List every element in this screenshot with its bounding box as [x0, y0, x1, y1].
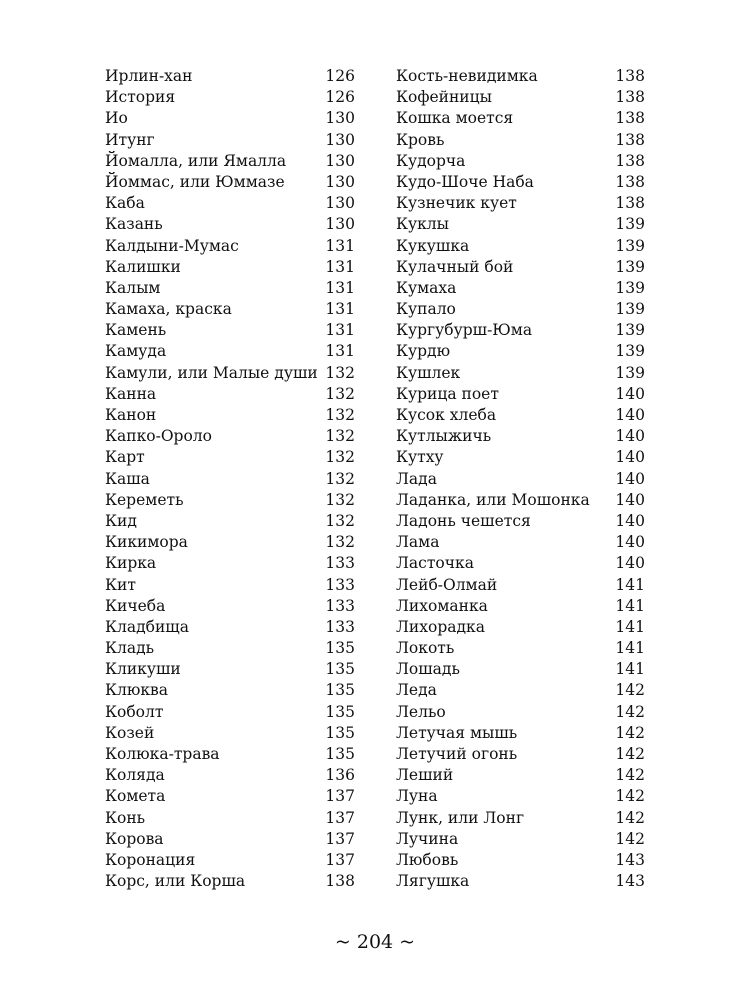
index-entry-page: 140: [615, 406, 645, 424]
index-entry-page: 142: [615, 766, 645, 785]
index-entry-term: Коболт: [105, 702, 164, 721]
index-entry-term: Кид: [105, 511, 137, 530]
index-entry-term: Кукушка: [396, 236, 470, 255]
index-entry: [396, 363, 645, 384]
index-entry-term: Кликуши: [105, 660, 181, 679]
index-entry: [396, 257, 645, 278]
index-entry-term: Лихорадка: [396, 617, 485, 636]
index-entry-term: Кусок хлеба: [396, 406, 497, 424]
index-entry: [105, 108, 355, 129]
index-entry-term: Комета: [105, 787, 166, 806]
index-entry-term: Йомалла, или Ямалла: [105, 151, 287, 170]
index-entry: [105, 511, 355, 532]
index-entry: [105, 66, 355, 87]
index-entry-page: 141: [615, 596, 645, 615]
index-entry: [396, 532, 645, 553]
index-entry: [105, 553, 355, 574]
index-entry-term: Куклы: [396, 215, 449, 234]
index-entry-term: Кургубурш-Юма: [396, 321, 533, 340]
index-entry-term: Ласточка: [396, 554, 474, 573]
index-entry-page: 130: [325, 151, 355, 170]
index-entry-page: 139: [615, 257, 645, 276]
index-entry: [396, 405, 645, 426]
index-entry-page: 130: [325, 109, 355, 128]
index-entry: [396, 765, 645, 786]
index-entry-term: Леда: [396, 681, 437, 700]
index-entry: [396, 87, 645, 108]
index-entry: [105, 744, 355, 765]
index-entry: [396, 786, 645, 807]
index-entry-term: Конь: [105, 808, 146, 827]
index-entry: [105, 320, 355, 341]
index-entry-term: Итунг: [105, 130, 155, 149]
index-entry-page: 139: [615, 363, 645, 382]
index-entry-term: Клюква: [105, 681, 168, 700]
index-entry-term: Курица поет: [396, 384, 499, 403]
index-entry: [105, 596, 355, 617]
index-entry: [105, 172, 355, 193]
index-entry: [396, 702, 645, 723]
index-entry-term: Купало: [396, 300, 456, 319]
index-entry-term: Канон: [105, 406, 157, 424]
index-entry: [396, 214, 645, 235]
index-entry: [396, 108, 645, 129]
index-entry-page: 138: [615, 67, 645, 85]
index-entry: [396, 172, 645, 193]
index-entry: [396, 638, 645, 659]
index-entry: [105, 659, 355, 680]
index-entry-term: Камень: [105, 321, 167, 340]
index-entry: [105, 680, 355, 701]
index-entry-term: Каша: [105, 469, 150, 488]
index-entry-page: 142: [615, 702, 645, 721]
index-entry-term: Лада: [396, 469, 437, 488]
index-entry-page: 138: [615, 88, 645, 107]
index-entry: [105, 193, 355, 214]
index-entry: [396, 469, 645, 490]
index-entry-term: Кость-невидимка: [396, 67, 538, 85]
index-entry-term: Коронация: [105, 850, 196, 869]
index-entry-page: 140: [615, 554, 645, 573]
index-entry-term: Луна: [396, 787, 438, 806]
index-entry-page: 132: [325, 448, 355, 467]
index-entry: [396, 341, 645, 362]
index-entry-page: 140: [615, 384, 645, 403]
index-entry-page: 142: [615, 681, 645, 700]
index-entry-term: Камаха, краска: [105, 300, 232, 319]
index-entry: [396, 850, 645, 871]
index-entry-term: Каба: [105, 194, 145, 213]
index-entry-page: 137: [325, 829, 355, 848]
index-entry-term: Лихоманка: [396, 596, 488, 615]
index-entry: [105, 236, 355, 257]
index-entry: [105, 850, 355, 871]
index-entry-term: Кошка моется: [396, 109, 514, 128]
index-entry: [105, 278, 355, 299]
index-entry-term: Лама: [396, 533, 440, 552]
index-entry: [396, 490, 645, 511]
index-entry-term: Кузнечик кует: [396, 194, 517, 213]
index-entry-term: Леший: [396, 766, 454, 785]
index-entry: [105, 532, 355, 553]
index-entry: [105, 808, 355, 829]
index-entry-term: Кулачный бой: [396, 257, 514, 276]
index-entry-term: Кутлыжичь: [396, 427, 492, 446]
index-entry-page: 140: [615, 427, 645, 446]
index-entry-term: Канна: [105, 384, 157, 403]
index-entry: [396, 744, 645, 765]
index-entry-page: 141: [615, 575, 645, 594]
index-entry: [396, 871, 645, 892]
index-entry-page: 142: [615, 745, 645, 763]
index-entry-page: 131: [325, 321, 355, 340]
index-entry: [105, 384, 355, 405]
index-entry-term: Кутху: [396, 448, 444, 467]
index-entry-page: 139: [615, 321, 645, 340]
index-column-right: [396, 66, 645, 892]
index-entry: [396, 617, 645, 638]
index-entry: [396, 553, 645, 574]
index-entry: [105, 871, 355, 892]
index-entry: [396, 829, 645, 850]
index-entry-term: Ио: [105, 109, 128, 128]
index-entry-term: Капко-Ороло: [105, 427, 212, 446]
index-entry-page: 139: [615, 300, 645, 319]
index-entry-page: 137: [325, 850, 355, 869]
index-entry-page: 142: [615, 829, 645, 848]
index-entry-page: 138: [615, 172, 645, 191]
index-entry-term: Кудорча: [396, 151, 466, 170]
index-entry: [396, 808, 645, 829]
index-entry-page: 133: [325, 554, 355, 573]
index-entry-page: 132: [325, 511, 355, 530]
index-entry-page: 132: [325, 363, 355, 382]
index-entry-page: 131: [325, 257, 355, 276]
index-entry-term: Кушлек: [396, 363, 461, 382]
index-entry-term: Летучий огонь: [396, 745, 518, 763]
index-entry-page: 132: [325, 533, 355, 552]
index-entry: [396, 723, 645, 744]
index-entry-page: 141: [615, 639, 645, 658]
index-entry-page: 135: [325, 660, 355, 679]
index-entry-term: Любовь: [396, 850, 459, 869]
index-entry-term: Лошадь: [396, 660, 460, 679]
index-entry-page: 126: [325, 67, 355, 85]
index-entry-page: 139: [615, 278, 645, 297]
index-entry-page: 135: [325, 723, 355, 742]
index-entry-page: 132: [325, 406, 355, 424]
index-entry: [396, 299, 645, 320]
index-entry-page: 136: [325, 766, 355, 785]
index-entry-page: 142: [615, 787, 645, 806]
index-entry-term: Лельо: [396, 702, 446, 721]
index-entry-term: Кровь: [396, 130, 445, 149]
index-entry-page: 140: [615, 490, 645, 509]
index-entry-term: Кереметь: [105, 490, 184, 509]
index-entry-term: Кумаха: [396, 278, 457, 297]
index-entry-page: 130: [325, 172, 355, 191]
index-entry: [105, 341, 355, 362]
index-entry-term: Камуда: [105, 342, 167, 361]
index-entry: [396, 575, 645, 596]
index-entry-page: 138: [615, 151, 645, 170]
index-entry-term: Калишки: [105, 257, 181, 276]
index-entry-page: 137: [325, 808, 355, 827]
index-entry-page: 131: [325, 300, 355, 319]
index-entry-page: 143: [615, 850, 645, 869]
index-entry-page: 133: [325, 575, 355, 594]
index-entry: [105, 257, 355, 278]
index-entry-term: Кикимора: [105, 533, 188, 552]
index-entry-page: 141: [615, 617, 645, 636]
index-entry: [105, 299, 355, 320]
index-entry: [396, 680, 645, 701]
index-entry: [396, 151, 645, 172]
index-entry-page: 131: [325, 342, 355, 361]
index-entry-term: Кладбища: [105, 617, 189, 636]
index-entry: [105, 638, 355, 659]
index-entry-term: Казань: [105, 215, 163, 234]
index-entry-term: Лягушка: [396, 872, 470, 891]
index-entry-page: 140: [615, 448, 645, 467]
index-entry: [105, 575, 355, 596]
index-entry-page: 126: [325, 88, 355, 107]
index-entry: [396, 447, 645, 468]
index-entry: [105, 490, 355, 511]
index-entry-term: Кичеба: [105, 596, 166, 615]
index-entry-page: 130: [325, 130, 355, 149]
index-entry-page: 138: [615, 109, 645, 128]
index-entry-term: Йоммас, или Юммазе: [105, 172, 285, 191]
index-entry-page: 143: [615, 872, 645, 891]
index-entry: [105, 405, 355, 426]
index-entry-term: Кит: [105, 575, 136, 594]
index-entry: [105, 829, 355, 850]
index-entry-term: Кофейницы: [396, 88, 492, 107]
index-entry-term: Лейб-Олмай: [396, 575, 498, 594]
index-entry-term: Корс, или Корша: [105, 872, 246, 891]
index-entry: [396, 236, 645, 257]
index-entry-page: 132: [325, 384, 355, 403]
index-entry-term: Кудо-Шоче Наба: [396, 172, 534, 191]
index-entry-term: Кладь: [105, 639, 155, 658]
index-entry: [396, 193, 645, 214]
index-entry-page: 130: [325, 194, 355, 213]
index-entry-page: 140: [615, 533, 645, 552]
index-entry-term: Карт: [105, 448, 145, 467]
index-entry: [105, 214, 355, 235]
index-entry: [396, 320, 645, 341]
index-entry: [105, 469, 355, 490]
index-entry: [105, 447, 355, 468]
index-entry-term: Курдю: [396, 342, 451, 361]
index-entry-page: 133: [325, 596, 355, 615]
index-entry-term: Локоть: [396, 639, 455, 658]
index-entry: [105, 723, 355, 744]
index-entry: [105, 363, 355, 384]
index-entry-term: Колюка-трава: [105, 745, 220, 763]
index-entry-term: История: [105, 88, 176, 107]
index-entry-term: Калым: [105, 278, 161, 297]
index-entry-term: Камули, или Малые души: [105, 363, 318, 382]
index-entry: [396, 659, 645, 680]
index-entry: [396, 596, 645, 617]
index-entry-term: Корова: [105, 829, 164, 848]
index-entry-term: Ирлин-хан: [105, 67, 193, 85]
index-entry-page: 139: [615, 215, 645, 234]
index-entry-page: 135: [325, 702, 355, 721]
index-entry-page: 140: [615, 469, 645, 488]
index-entry: [396, 426, 645, 447]
index-entry-page: 139: [615, 342, 645, 361]
index-entry-page: 132: [325, 469, 355, 488]
index-entry: [105, 151, 355, 172]
index-entry-page: 135: [325, 681, 355, 700]
index-entry-term: Калдыни-Мумас: [105, 236, 239, 255]
index-column-left: [105, 66, 355, 892]
index-entry: [105, 87, 355, 108]
index-entry-page: 130: [325, 215, 355, 234]
index-entry-page: 140: [615, 511, 645, 530]
index-entry-page: 138: [615, 194, 645, 213]
index-entry: [105, 617, 355, 638]
index-entry-page: 137: [325, 787, 355, 806]
index-entry: [105, 426, 355, 447]
index-entry-page: 132: [325, 490, 355, 509]
page-number: ~ 204 ~: [334, 931, 416, 953]
index-entry: [105, 765, 355, 786]
index-entry-page: 131: [325, 236, 355, 255]
index-entry-page: 138: [325, 872, 355, 891]
index-entry-page: 142: [615, 723, 645, 742]
index-entry-page: 138: [615, 130, 645, 149]
index-entry: [396, 278, 645, 299]
index-entry-page: 133: [325, 617, 355, 636]
index-entry: [105, 130, 355, 151]
index-entry-term: Лучина: [396, 829, 459, 848]
index-entry: [396, 66, 645, 87]
index-entry: [105, 702, 355, 723]
index-entry: [396, 130, 645, 151]
index-entry-page: 135: [325, 745, 355, 763]
index-entry-term: Кирка: [105, 554, 157, 573]
index-entry: [105, 786, 355, 807]
index-entry-page: 139: [615, 236, 645, 255]
index-entry-term: Коляда: [105, 766, 165, 785]
index-entry-page: 132: [325, 427, 355, 446]
index-entry-page: 135: [325, 639, 355, 658]
index-entry-term: Лунк, или Лонг: [396, 808, 525, 827]
index-entry-term: Летучая мышь: [396, 723, 518, 742]
index-entry-term: Ладанка, или Мошонка: [396, 490, 590, 509]
index-entry-page: 141: [615, 660, 645, 679]
index-entry-term: Козей: [105, 723, 155, 742]
index-entry-page: 142: [615, 808, 645, 827]
index-entry-page: 131: [325, 278, 355, 297]
index-entry: [396, 384, 645, 405]
index-entry-term: Ладонь чешется: [396, 511, 531, 530]
index-entry: [396, 511, 645, 532]
